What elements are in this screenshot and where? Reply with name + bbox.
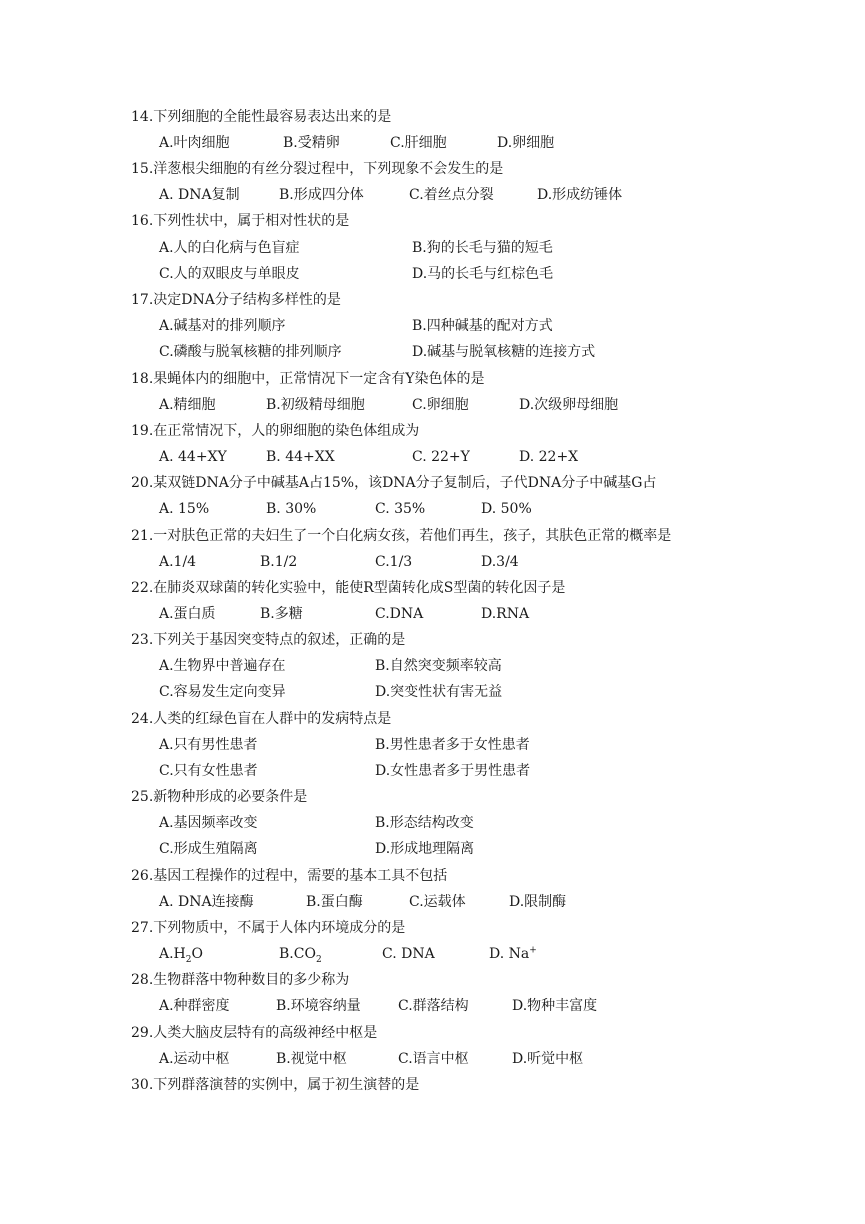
- q24-option-b: B.男性患者多于女性患者: [375, 737, 530, 753]
- q17-option-a: A.碱基对的排列顺序: [159, 318, 286, 334]
- question-21-stem: 21.一对肤色正常的夫妇生了一个白化病女孩，若他们再生，孩子，其肤色正常的概率是: [131, 528, 672, 544]
- q15-option-b: B.形成四分体: [279, 187, 364, 203]
- question-14-stem: 14.下列细胞的全能性最容易表达出来的是: [131, 109, 392, 125]
- q26-option-c: C.运载体: [409, 894, 466, 910]
- question-17-stem: 17.决定DNA分子结构多样性的是: [131, 292, 341, 308]
- question-20-stem: 20.某双链DNA分子中碱基A占15%，该DNA分子复制后，子代DNA分子中碱基G占: [131, 475, 657, 491]
- superscript-plus: +: [529, 945, 537, 956]
- q20-option-d: D. 50%: [481, 501, 532, 517]
- subscript-2: 2: [185, 954, 192, 965]
- q20-option-b: B. 30%: [266, 501, 317, 517]
- q16-option-b: B.狗的长毛与猫的短毛: [412, 240, 553, 256]
- q22-option-b: B.多糖: [260, 606, 303, 622]
- q14-option-a: A.叶肉细胞: [159, 135, 230, 151]
- q21-option-d: D.3/4: [481, 554, 519, 570]
- q15-option-a: A. DNA复制: [159, 187, 240, 203]
- q23-option-a: A.生物界中普遍存在: [159, 658, 286, 674]
- q15-option-d: D.形成纺锤体: [537, 187, 623, 203]
- q26-option-a: A. DNA连接酶: [159, 894, 254, 910]
- q26-option-d: D.限制酶: [509, 894, 567, 910]
- q25-option-c: C.形成生殖隔离: [159, 841, 258, 857]
- q25-option-d: D.形成地理隔离: [375, 841, 475, 857]
- q26-option-b: B.蛋白酶: [306, 894, 363, 910]
- q29-option-d: D.听觉中枢: [512, 1051, 584, 1067]
- q25-option-b: B.形态结构改变: [375, 815, 474, 831]
- question-27-stem: 27.下列物质中，不属于人体内环境成分的是: [131, 920, 406, 936]
- q23-option-b: B.自然突变频率较高: [375, 658, 502, 674]
- question-16-stem: 16.下列性状中，属于相对性状的是: [131, 213, 350, 229]
- q16-option-d: D.马的长毛与红棕色毛: [412, 266, 554, 282]
- question-19-stem: 19.在正常情况下，人的卵细胞的染色体组成为: [131, 423, 420, 439]
- q17-option-d: D.碱基与脱氧核糖的连接方式: [412, 344, 596, 360]
- q28-option-b: B.环境容纳量: [276, 998, 361, 1014]
- q21-option-a: A.1/4: [159, 554, 197, 570]
- question-25-stem: 25.新物种形成的必要条件是: [131, 789, 308, 805]
- q18-option-b: B.初级精母细胞: [266, 397, 365, 413]
- q20-option-c: C. 35%: [375, 501, 426, 517]
- q19-option-a: A. 44+XY: [159, 449, 227, 465]
- q27-option-a: [159, 945, 203, 963]
- q23-option-c: C.容易发生定向变异: [159, 684, 286, 700]
- q27-option-d-text: D. Na: [489, 946, 530, 962]
- q19-option-b: B. 44+XX: [266, 449, 335, 465]
- q18-option-d: D.次级卵母细胞: [519, 397, 619, 413]
- q22-option-c: C.DNA: [375, 606, 424, 622]
- question-18-stem: 18.果蝇体内的细胞中，正常情况下一定含有Y染色体的是: [131, 371, 485, 387]
- q17-option-c: C.磷酸与脱氧核糖的排列顺序: [159, 344, 342, 360]
- q27-option-c: C. DNA: [382, 946, 435, 962]
- q22-option-d: D.RNA: [481, 606, 530, 622]
- question-23-stem: 23.下列关于基因突变特点的叙述，正确的是: [131, 632, 406, 648]
- q24-option-a: A.只有男性患者: [159, 737, 258, 753]
- question-22-stem: 22.在肺炎双球菌的转化实验中，能使R型菌转化成S型菌的转化因子是: [131, 580, 566, 596]
- q27-option-d: [489, 945, 537, 963]
- q29-option-a: A.运动中枢: [159, 1051, 230, 1067]
- q27-option-a-text-o: O: [191, 946, 203, 962]
- question-30-stem: 30.下列群落演替的实例中，属于初生演替的是: [131, 1077, 420, 1093]
- q28-option-d: D.物种丰富度: [512, 998, 598, 1014]
- q27-option-b-text: B.CO: [279, 946, 316, 962]
- q14-option-b: B.受精卵: [283, 135, 340, 151]
- q18-option-c: C.卵细胞: [412, 397, 469, 413]
- q14-option-c: C.肝细胞: [390, 135, 447, 151]
- q14-option-d: D.卵细胞: [497, 135, 555, 151]
- q16-option-c: C.人的双眼皮与单眼皮: [159, 266, 300, 282]
- q21-option-c: C.1/3: [375, 554, 413, 570]
- q16-option-a: A.人的白化病与色盲症: [159, 240, 300, 256]
- q23-option-d: D.突变性状有害无益: [375, 684, 503, 700]
- question-24-stem: 24.人类的红绿色盲在人群中的发病特点是: [131, 711, 392, 727]
- q22-option-a: A.蛋白质: [159, 606, 216, 622]
- subscript-2: 2: [315, 954, 322, 965]
- q19-option-d: D. 22+X: [519, 449, 579, 465]
- q20-option-a: A. 15%: [159, 501, 210, 517]
- q15-option-c: C.着丝点分裂: [409, 187, 494, 203]
- q28-option-c: C.群落结构: [398, 998, 469, 1014]
- question-29-stem: 29.人类大脑皮层特有的高级神经中枢是: [131, 1025, 378, 1041]
- q27-option-b: [279, 945, 322, 963]
- question-15-stem: 15.洋葱根尖细胞的有丝分裂过程中，下列现象不会发生的是: [131, 161, 504, 177]
- q21-option-b: B.1/2: [260, 554, 298, 570]
- q29-option-b: B.视觉中枢: [276, 1051, 347, 1067]
- q24-option-c: C.只有女性患者: [159, 763, 258, 779]
- q27-option-a-text: A.H: [159, 946, 186, 962]
- q24-option-d: D.女性患者多于男性患者: [375, 763, 531, 779]
- q25-option-a: A.基因频率改变: [159, 815, 258, 831]
- q19-option-c: C. 22+Y: [412, 449, 470, 465]
- q28-option-a: A.种群密度: [159, 998, 230, 1014]
- q17-option-b: B.四种碱基的配对方式: [412, 318, 553, 334]
- q29-option-c: C.语言中枢: [398, 1051, 469, 1067]
- question-28-stem: 28.生物群落中物种数目的多少称为: [131, 972, 350, 988]
- q18-option-a: A.精细胞: [159, 397, 216, 413]
- question-26-stem: 26.基因工程操作的过程中，需要的基本工具不包括: [131, 868, 448, 884]
